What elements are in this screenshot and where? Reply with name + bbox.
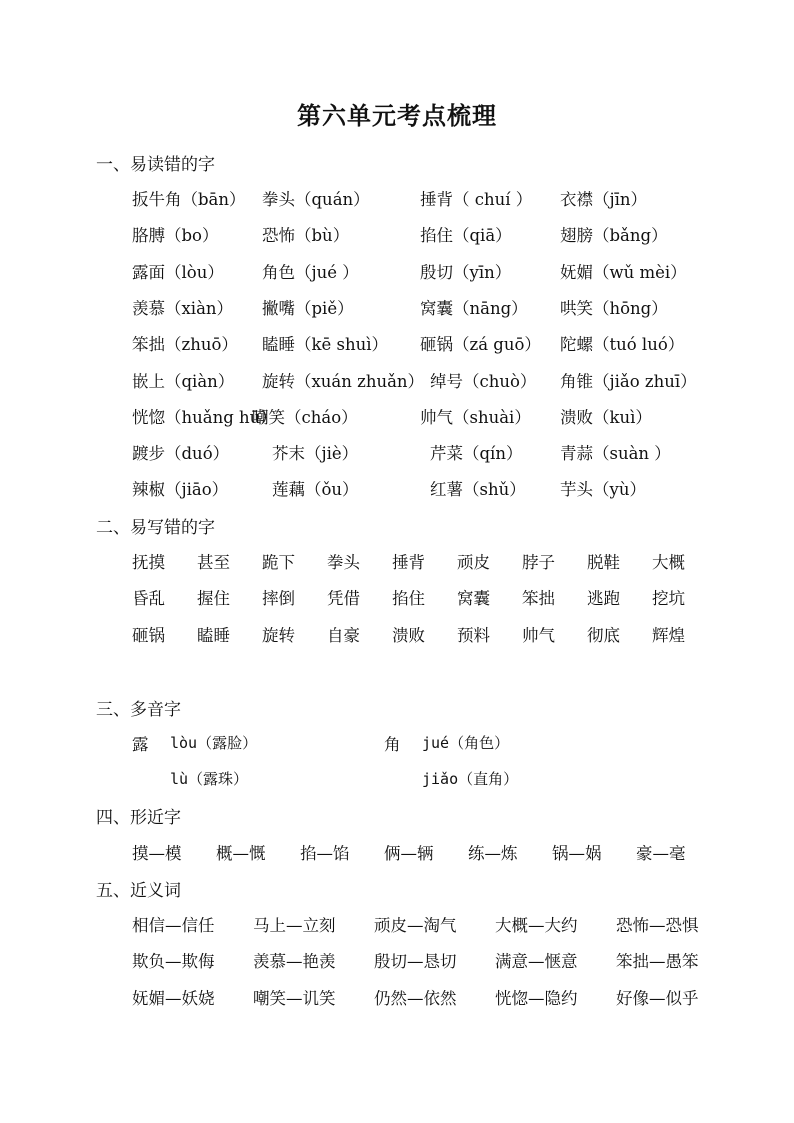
writing-word: 预料: [457, 625, 490, 645]
reading-item: 衣襟（jīn）: [560, 190, 648, 209]
similar-char-pair: 摸—模: [132, 844, 182, 863]
writing-word: 抚摸: [132, 553, 165, 572]
synonym-pair: 顽皮—淘气: [374, 916, 457, 935]
reading-item: 露面（lòu）: [132, 262, 224, 282]
polyphone-reading: lòu（露脸）: [170, 734, 258, 752]
synonym-pair: 恍惚—隐约: [495, 988, 578, 1008]
similar-char-pair: 俩—辆: [384, 844, 434, 863]
reading-item: 妩媚（wǔ mèi）: [560, 262, 687, 282]
similar-char-pair: 豪—毫: [636, 844, 686, 863]
reading-item: 帅气（shuài）: [420, 407, 531, 427]
synonym-pair: 殷切—恳切: [374, 952, 457, 972]
writing-word: 帅气: [522, 625, 555, 645]
writing-word: 甚至: [197, 553, 230, 572]
writing-word: 凭借: [327, 589, 360, 609]
writing-word: 握住: [197, 589, 230, 609]
writing-word: 大概: [652, 553, 685, 572]
reading-item: 瞌睡（kē shuì）: [262, 335, 389, 355]
writing-word: 挖坑: [652, 589, 685, 609]
synonym-pair: 满意—惬意: [495, 952, 578, 972]
section-heading-polyphones: 三、多音字: [96, 700, 181, 720]
writing-word: 昏乱: [132, 589, 165, 609]
reading-item: 红薯（shǔ）: [430, 480, 526, 500]
similar-char-pair: 概—慨: [216, 844, 266, 863]
reading-item: 芹菜（qín）: [430, 444, 523, 464]
reading-item: 翅膀（bǎng）: [560, 226, 668, 246]
polyphone-reading: jué（角色）: [422, 734, 510, 752]
writing-word: 砸锅: [132, 625, 165, 645]
reading-item: 旋转（xuán zhuǎn）: [262, 371, 425, 391]
reading-item: 哄笑（hōng）: [560, 298, 668, 318]
writing-word: 顽皮: [457, 553, 490, 572]
reading-item: 嘲笑（cháo）: [252, 407, 358, 427]
writing-word: 摔倒: [262, 589, 295, 609]
reading-item: 嵌上（qiàn）: [132, 371, 235, 391]
reading-item: 溃败（kuì）: [560, 407, 652, 427]
synonym-pair: 羡慕—艳羡: [253, 952, 336, 972]
writing-word: 逃跑: [587, 589, 620, 609]
synonym-pair: 好像—似乎: [616, 988, 699, 1008]
reading-item: 撇嘴（piě）: [262, 298, 354, 318]
writing-word: 窝囊: [457, 589, 490, 609]
writing-word: 瞌睡: [197, 625, 230, 645]
reading-item: 芋头（yù）: [560, 480, 646, 500]
polyphone-char: 露: [132, 735, 149, 754]
writing-word: 跪下: [262, 553, 295, 572]
reading-item: 砸锅（zá guō）: [420, 335, 541, 355]
reading-item: 殷切（yīn）: [420, 262, 512, 282]
reading-item: 扳牛角（bān）: [132, 190, 246, 209]
reading-item: 恐怖（bù）: [262, 226, 350, 246]
writing-word: 辉煌: [652, 625, 685, 645]
section-heading-similar-chars: 四、形近字: [96, 808, 181, 828]
polyphone-reading: jiǎo（直角）: [422, 770, 519, 788]
reading-item: 绰号（chuò）: [430, 371, 537, 391]
reading-item: 角锥（jiǎo zhuī）: [560, 371, 697, 391]
writing-word: 彻底: [587, 625, 620, 645]
reading-item: 捶背（ chuí ）: [420, 190, 533, 209]
synonym-pair: 马上—立刻: [253, 916, 336, 935]
polyphone-char: 角: [384, 735, 401, 754]
reading-item: 踱步（duó）: [132, 444, 230, 464]
reading-item: 羡慕（xiàn）: [132, 298, 234, 318]
writing-word: 溃败: [392, 625, 425, 645]
section-heading-writing: 二、易写错的字: [96, 518, 215, 538]
reading-item: 角色（jué ）: [262, 262, 359, 282]
synonym-pair: 妩媚—妖娆: [132, 988, 215, 1008]
synonym-pair: 嘲笑—讥笑: [253, 988, 336, 1008]
synonym-pair: 仍然—依然: [374, 988, 457, 1008]
section-heading-readings: 一、易读错的字: [96, 155, 215, 175]
page-title: 第六单元考点梳理: [297, 101, 497, 130]
synonym-pair: 恐怖—恐惧: [616, 916, 699, 935]
synonym-pair: 相信—信任: [132, 916, 215, 935]
reading-item: 青蒜（suàn ）: [560, 444, 671, 464]
reading-item: 拳头（quán）: [262, 190, 370, 209]
writing-word: 拳头: [327, 553, 360, 572]
writing-word: 脱鞋: [587, 553, 620, 572]
writing-word: 脖子: [522, 553, 555, 572]
similar-char-pair: 掐—馅: [300, 844, 350, 863]
reading-item: 莲藕（ǒu）: [272, 480, 359, 500]
synonym-pair: 欺负—欺侮: [132, 952, 215, 972]
synonym-pair: 大概—大约: [495, 916, 578, 935]
writing-word: 旋转: [262, 625, 295, 645]
writing-word: 捶背: [392, 553, 425, 572]
writing-word: 掐住: [392, 589, 425, 609]
synonym-pair: 笨拙—愚笨: [616, 952, 699, 972]
polyphone-reading: lù（露珠）: [170, 770, 249, 788]
section-heading-synonyms: 五、近义词: [96, 881, 181, 901]
reading-item: 辣椒（jiāo）: [132, 480, 229, 500]
reading-item: 胳膊（bo）: [132, 226, 219, 246]
reading-item: 笨拙（zhuō）: [132, 335, 238, 355]
reading-item: 掐住（qiā）: [420, 226, 512, 246]
reading-item: 窝囊（nāng）: [420, 298, 528, 318]
similar-char-pair: 练—炼: [468, 844, 518, 863]
writing-word: 笨拙: [522, 589, 555, 609]
reading-item: 恍惚（huǎng hū）: [132, 407, 277, 427]
reading-item: 芥末（jiè）: [272, 444, 359, 464]
similar-char-pair: 锅—娲: [552, 844, 602, 863]
writing-word: 自豪: [327, 625, 360, 645]
reading-item: 陀螺（tuó luó）: [560, 335, 685, 355]
